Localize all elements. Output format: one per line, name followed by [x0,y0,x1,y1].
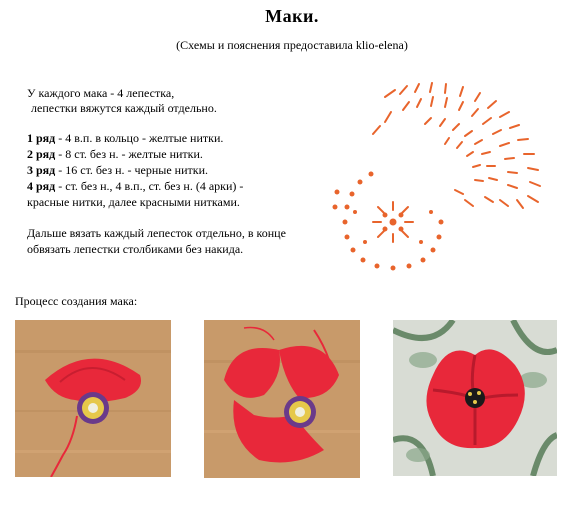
row-item [27,162,327,178]
process-label: Процесс создания мака: [15,294,138,308]
row-text: - ст. без н., 4 в.п., ст. без н. (4 арки) - [55,179,244,193]
crochet-poppy-petal-step2-icon [204,320,360,478]
row-text: - 16 ст. без н. - черные нитки. [55,163,209,177]
row-item [27,178,327,194]
row-item [27,146,327,162]
crochet-diagram [325,82,560,272]
row-continuation: красные нитки, далее красными нитками. [27,195,240,209]
photo-finished [393,320,557,476]
photo-step-2 [204,320,360,478]
intro-line-2: лепестки вяжутся каждый отдельно. [31,101,217,115]
diagram-center [383,213,403,231]
outro-text: Дальше вязать каждый лепесток отдельно, в конце обвязать лепестки столбиками без накида. [27,226,286,256]
page-subtitle: (Схемы и пояснения предоставила klio-elena) [176,38,408,52]
row-label: 2 ряд [27,147,56,161]
row-text: - 4 в.п. в кольцо - желтые нитки. [55,131,224,145]
row-label: 4 ряд [27,179,56,193]
crochet-poppy-finished-icon [393,320,557,476]
row-item [27,130,327,146]
diagram-outer-dots [333,172,444,271]
photo-step-1 [15,320,171,477]
intro-line-1: У каждого мака - 4 лепестка, [27,86,175,100]
diagram-petal-fan [373,83,540,208]
crochet-poppy-petal-step1-icon [15,320,171,477]
row-label: 1 ряд [27,131,56,145]
row-label: 3 ряд [27,163,56,177]
page-title: Маки. [265,6,319,26]
intro-text [27,86,327,116]
rows-list [27,130,327,210]
row-text: - 8 ст. без н. - желтые нитки. [55,147,203,161]
